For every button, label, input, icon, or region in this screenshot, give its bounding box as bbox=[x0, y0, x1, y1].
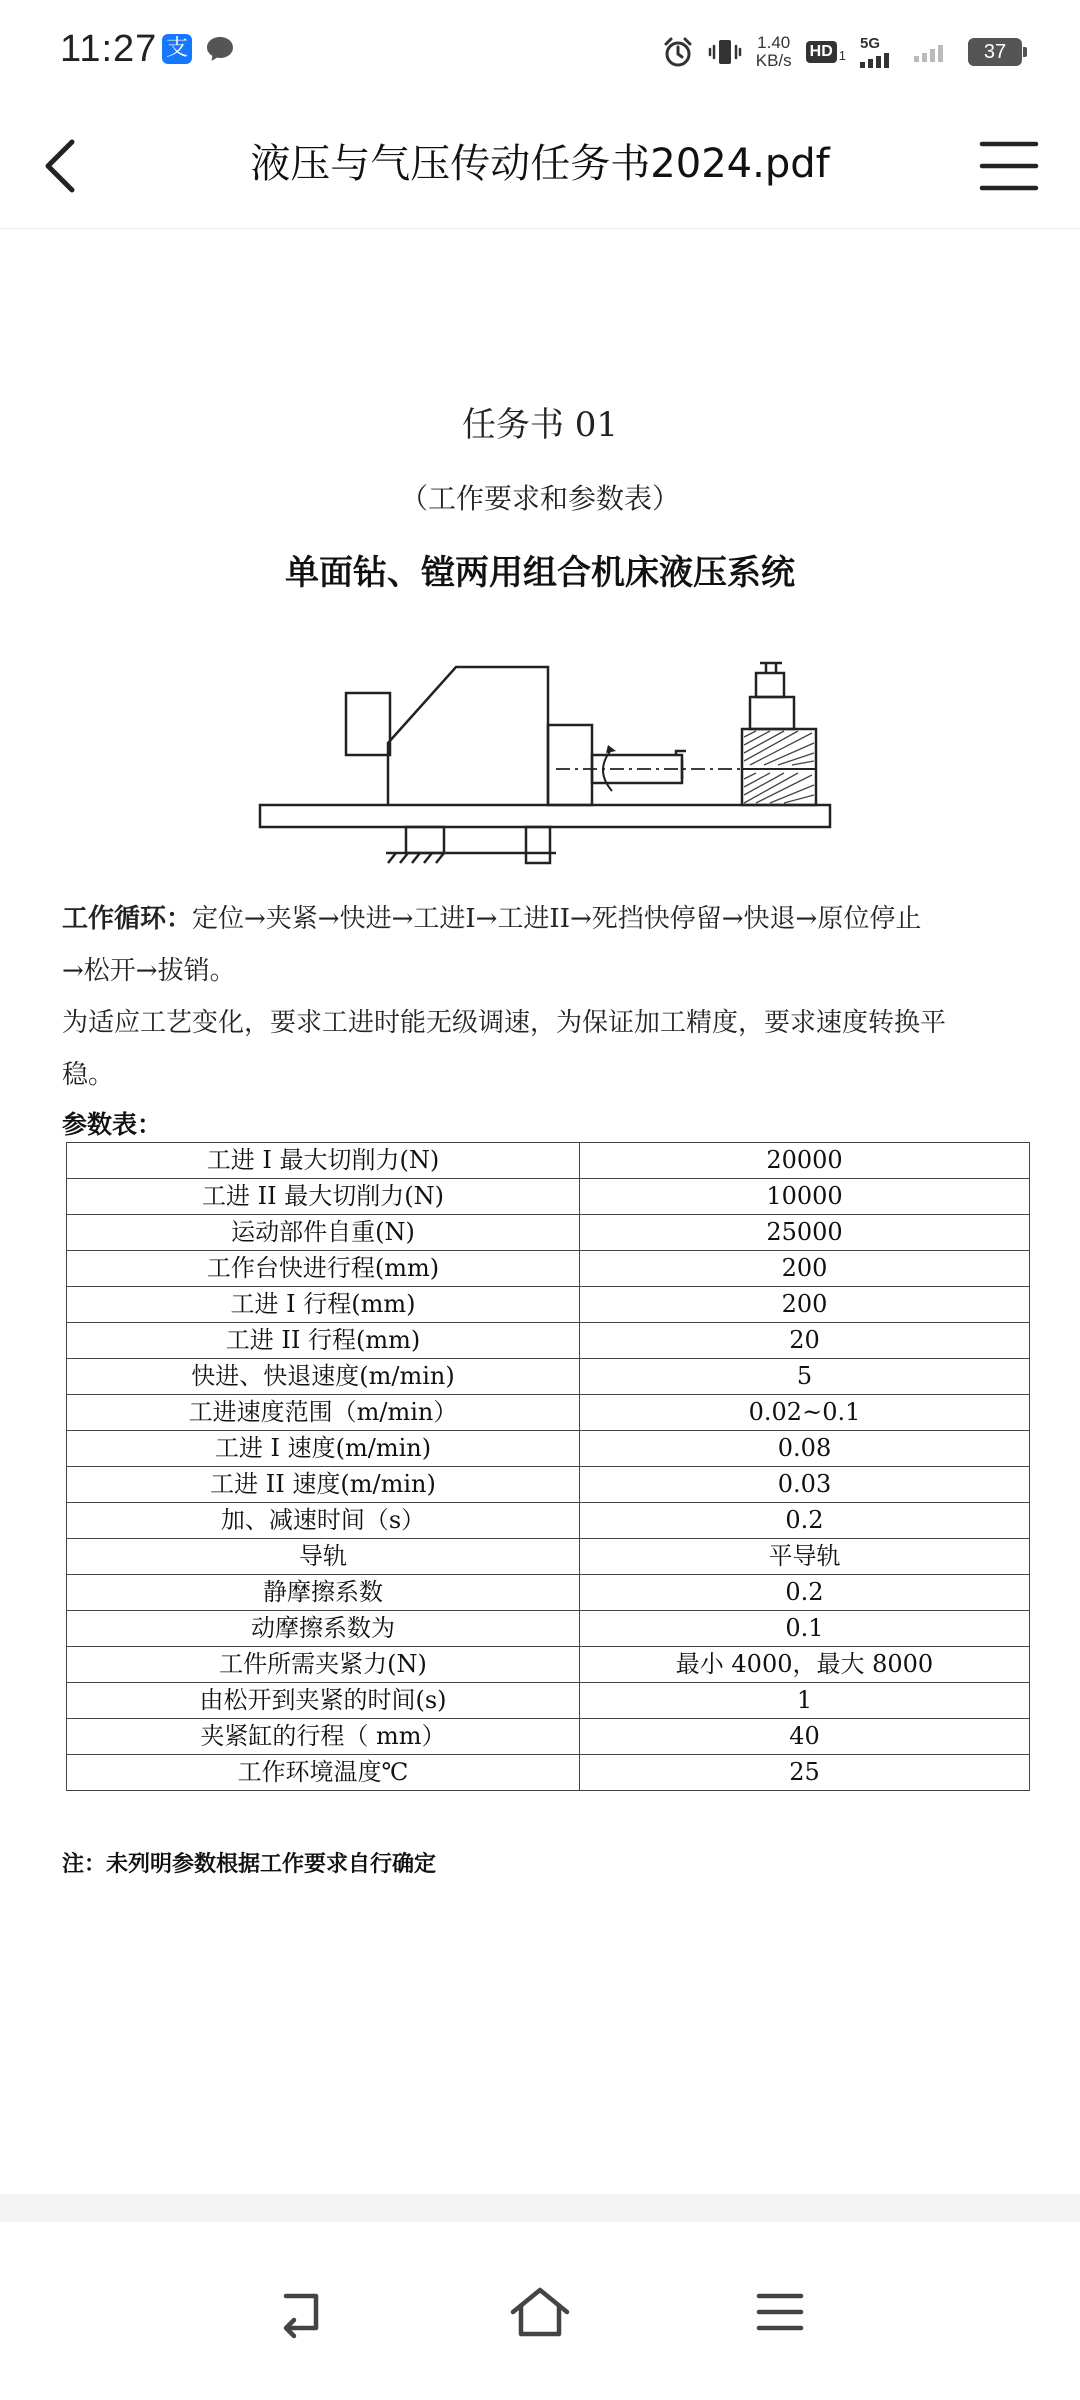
app-bar bbox=[0, 104, 1080, 229]
table-row bbox=[67, 1323, 1030, 1359]
param-value-cell: 0.02~0.1 bbox=[580, 1395, 1030, 1431]
system-nav-bar bbox=[0, 2222, 1080, 2400]
param-value-cell: 20 bbox=[580, 1323, 1030, 1359]
vibrate-icon bbox=[708, 36, 742, 68]
param-value-cell: 200 bbox=[580, 1251, 1030, 1287]
task-title: 任务书 01 bbox=[461, 405, 619, 445]
document-title: 液压与气压传动任务书2024.pdf bbox=[250, 141, 830, 187]
status-bar bbox=[0, 0, 1080, 104]
param-name-cell: 导轨 bbox=[67, 1539, 580, 1575]
param-name-cell: 工进 II 最大切削力(N) bbox=[67, 1179, 580, 1215]
table-row bbox=[67, 1683, 1030, 1719]
sim-index: 1 bbox=[838, 48, 846, 63]
table-row bbox=[67, 1467, 1030, 1503]
battery-indicator: 37 bbox=[968, 38, 1022, 66]
param-name-cell: 动摩擦系数为 bbox=[67, 1611, 580, 1647]
table-row bbox=[67, 1539, 1030, 1575]
param-value-cell: 25 bbox=[580, 1755, 1030, 1791]
network-speed bbox=[756, 34, 792, 70]
alipay-icon: 支 bbox=[162, 34, 192, 64]
work-cycle bbox=[62, 893, 1022, 945]
param-name-cell: 运动部件自重(N) bbox=[67, 1215, 580, 1251]
param-value-cell: 25000 bbox=[580, 1215, 1030, 1251]
nav-menu-button[interactable] bbox=[745, 2282, 815, 2342]
param-name-cell: 工进 I 最大切削力(N) bbox=[67, 1143, 580, 1179]
network-type: 5G bbox=[860, 35, 881, 52]
table-row bbox=[67, 1647, 1030, 1683]
parameter-table bbox=[66, 1142, 1030, 1791]
back-icon bbox=[268, 2282, 338, 2342]
param-value-cell: 0.2 bbox=[580, 1575, 1030, 1611]
status-right-icons bbox=[662, 30, 1022, 74]
signal-bars-2-icon bbox=[914, 42, 954, 62]
status-notification-icons bbox=[162, 34, 236, 64]
machine-tool-diagram bbox=[256, 653, 836, 883]
signal-bars-icon bbox=[860, 52, 900, 68]
param-name-cell: 工件所需夹紧力(N) bbox=[67, 1647, 580, 1683]
param-name-cell: 快进、快退速度(m/min) bbox=[67, 1359, 580, 1395]
param-value-cell: 0.08 bbox=[580, 1431, 1030, 1467]
table-row bbox=[67, 1215, 1030, 1251]
network-speed-unit: KB/s bbox=[755, 51, 792, 70]
param-value-cell: 0.2 bbox=[580, 1503, 1030, 1539]
param-name-cell: 工作台快进行程(mm) bbox=[67, 1251, 580, 1287]
table-row bbox=[67, 1359, 1030, 1395]
home-icon bbox=[505, 2282, 575, 2342]
table-row bbox=[67, 1575, 1030, 1611]
param-name-cell: 加、减速时间（s） bbox=[67, 1503, 580, 1539]
param-value-cell: 40 bbox=[580, 1719, 1030, 1755]
network-speed-value: 1.40 bbox=[757, 33, 791, 52]
param-name-cell: 工进 II 速度(m/min) bbox=[67, 1467, 580, 1503]
table-row bbox=[67, 1251, 1030, 1287]
param-name-cell: 夹紧缸的行程（ mm） bbox=[67, 1719, 580, 1755]
parameter-table-label: 参数表： bbox=[62, 1110, 163, 1139]
hd-badge: HD bbox=[806, 41, 837, 63]
nav-home-button[interactable] bbox=[505, 2282, 575, 2342]
signal-5g bbox=[860, 36, 900, 68]
alarm-icon bbox=[662, 36, 694, 68]
param-name-cell: 工进 I 行程(mm) bbox=[67, 1287, 580, 1323]
param-name-cell: 静摩擦系数 bbox=[67, 1575, 580, 1611]
param-value-cell: 0.03 bbox=[580, 1467, 1030, 1503]
footnote: 注：未列明参数根据工作要求自行确定 bbox=[62, 1852, 437, 1877]
nav-back-button[interactable] bbox=[268, 2282, 338, 2342]
work-cycle-continued: →松开→拔销。 bbox=[62, 956, 236, 986]
param-value-cell: 平导轨 bbox=[580, 1539, 1030, 1575]
param-name-cell: 工进 II 行程(mm) bbox=[67, 1323, 580, 1359]
param-name-cell: 由松开到夹紧的时间(s) bbox=[67, 1683, 580, 1719]
table-row bbox=[67, 1395, 1030, 1431]
menu-button[interactable] bbox=[970, 126, 1050, 206]
message-icon bbox=[204, 34, 236, 64]
task-heading: 单面钻、镗两用组合机床液压系统 bbox=[285, 553, 795, 593]
param-value-cell: 10000 bbox=[580, 1179, 1030, 1215]
status-time: 11:27 bbox=[60, 28, 158, 70]
param-name-cell: 工进 I 速度(m/min) bbox=[67, 1431, 580, 1467]
param-value-cell: 200 bbox=[580, 1287, 1030, 1323]
table-row bbox=[67, 1143, 1030, 1179]
page-divider bbox=[0, 2194, 1080, 2222]
table-row bbox=[67, 1431, 1030, 1467]
table-row bbox=[67, 1179, 1030, 1215]
menu-icon bbox=[745, 2282, 815, 2342]
param-value-cell: 5 bbox=[580, 1359, 1030, 1395]
hamburger-icon bbox=[970, 126, 1050, 206]
hd-indicator bbox=[806, 41, 846, 63]
table-row bbox=[67, 1755, 1030, 1791]
param-value-cell: 20000 bbox=[580, 1143, 1030, 1179]
work-cycle-label: 工作循环： bbox=[62, 904, 193, 934]
table-row bbox=[67, 1503, 1030, 1539]
requirement-line-1: 为适应工艺变化，要求工进时能无级调速，为保证加工精度，要求速度转换平 bbox=[62, 1008, 947, 1038]
param-value-cell: 1 bbox=[580, 1683, 1030, 1719]
pdf-page[interactable] bbox=[0, 229, 1080, 2194]
table-row bbox=[67, 1719, 1030, 1755]
work-cycle-text: 定位→夹紧→快进→工进I→工进II→死挡快停留→快退→原位停止 bbox=[192, 904, 922, 934]
table-row bbox=[67, 1611, 1030, 1647]
param-value-cell: 最小 4000，最大 8000 bbox=[580, 1647, 1030, 1683]
param-value-cell: 0.1 bbox=[580, 1611, 1030, 1647]
task-subtitle: （工作要求和参数表） bbox=[399, 482, 680, 515]
requirement-line-2: 稳。 bbox=[62, 1060, 115, 1090]
param-name-cell: 工进速度范围（m/min） bbox=[67, 1395, 580, 1431]
table-row bbox=[67, 1287, 1030, 1323]
param-name-cell: 工作环境温度℃ bbox=[67, 1755, 580, 1791]
